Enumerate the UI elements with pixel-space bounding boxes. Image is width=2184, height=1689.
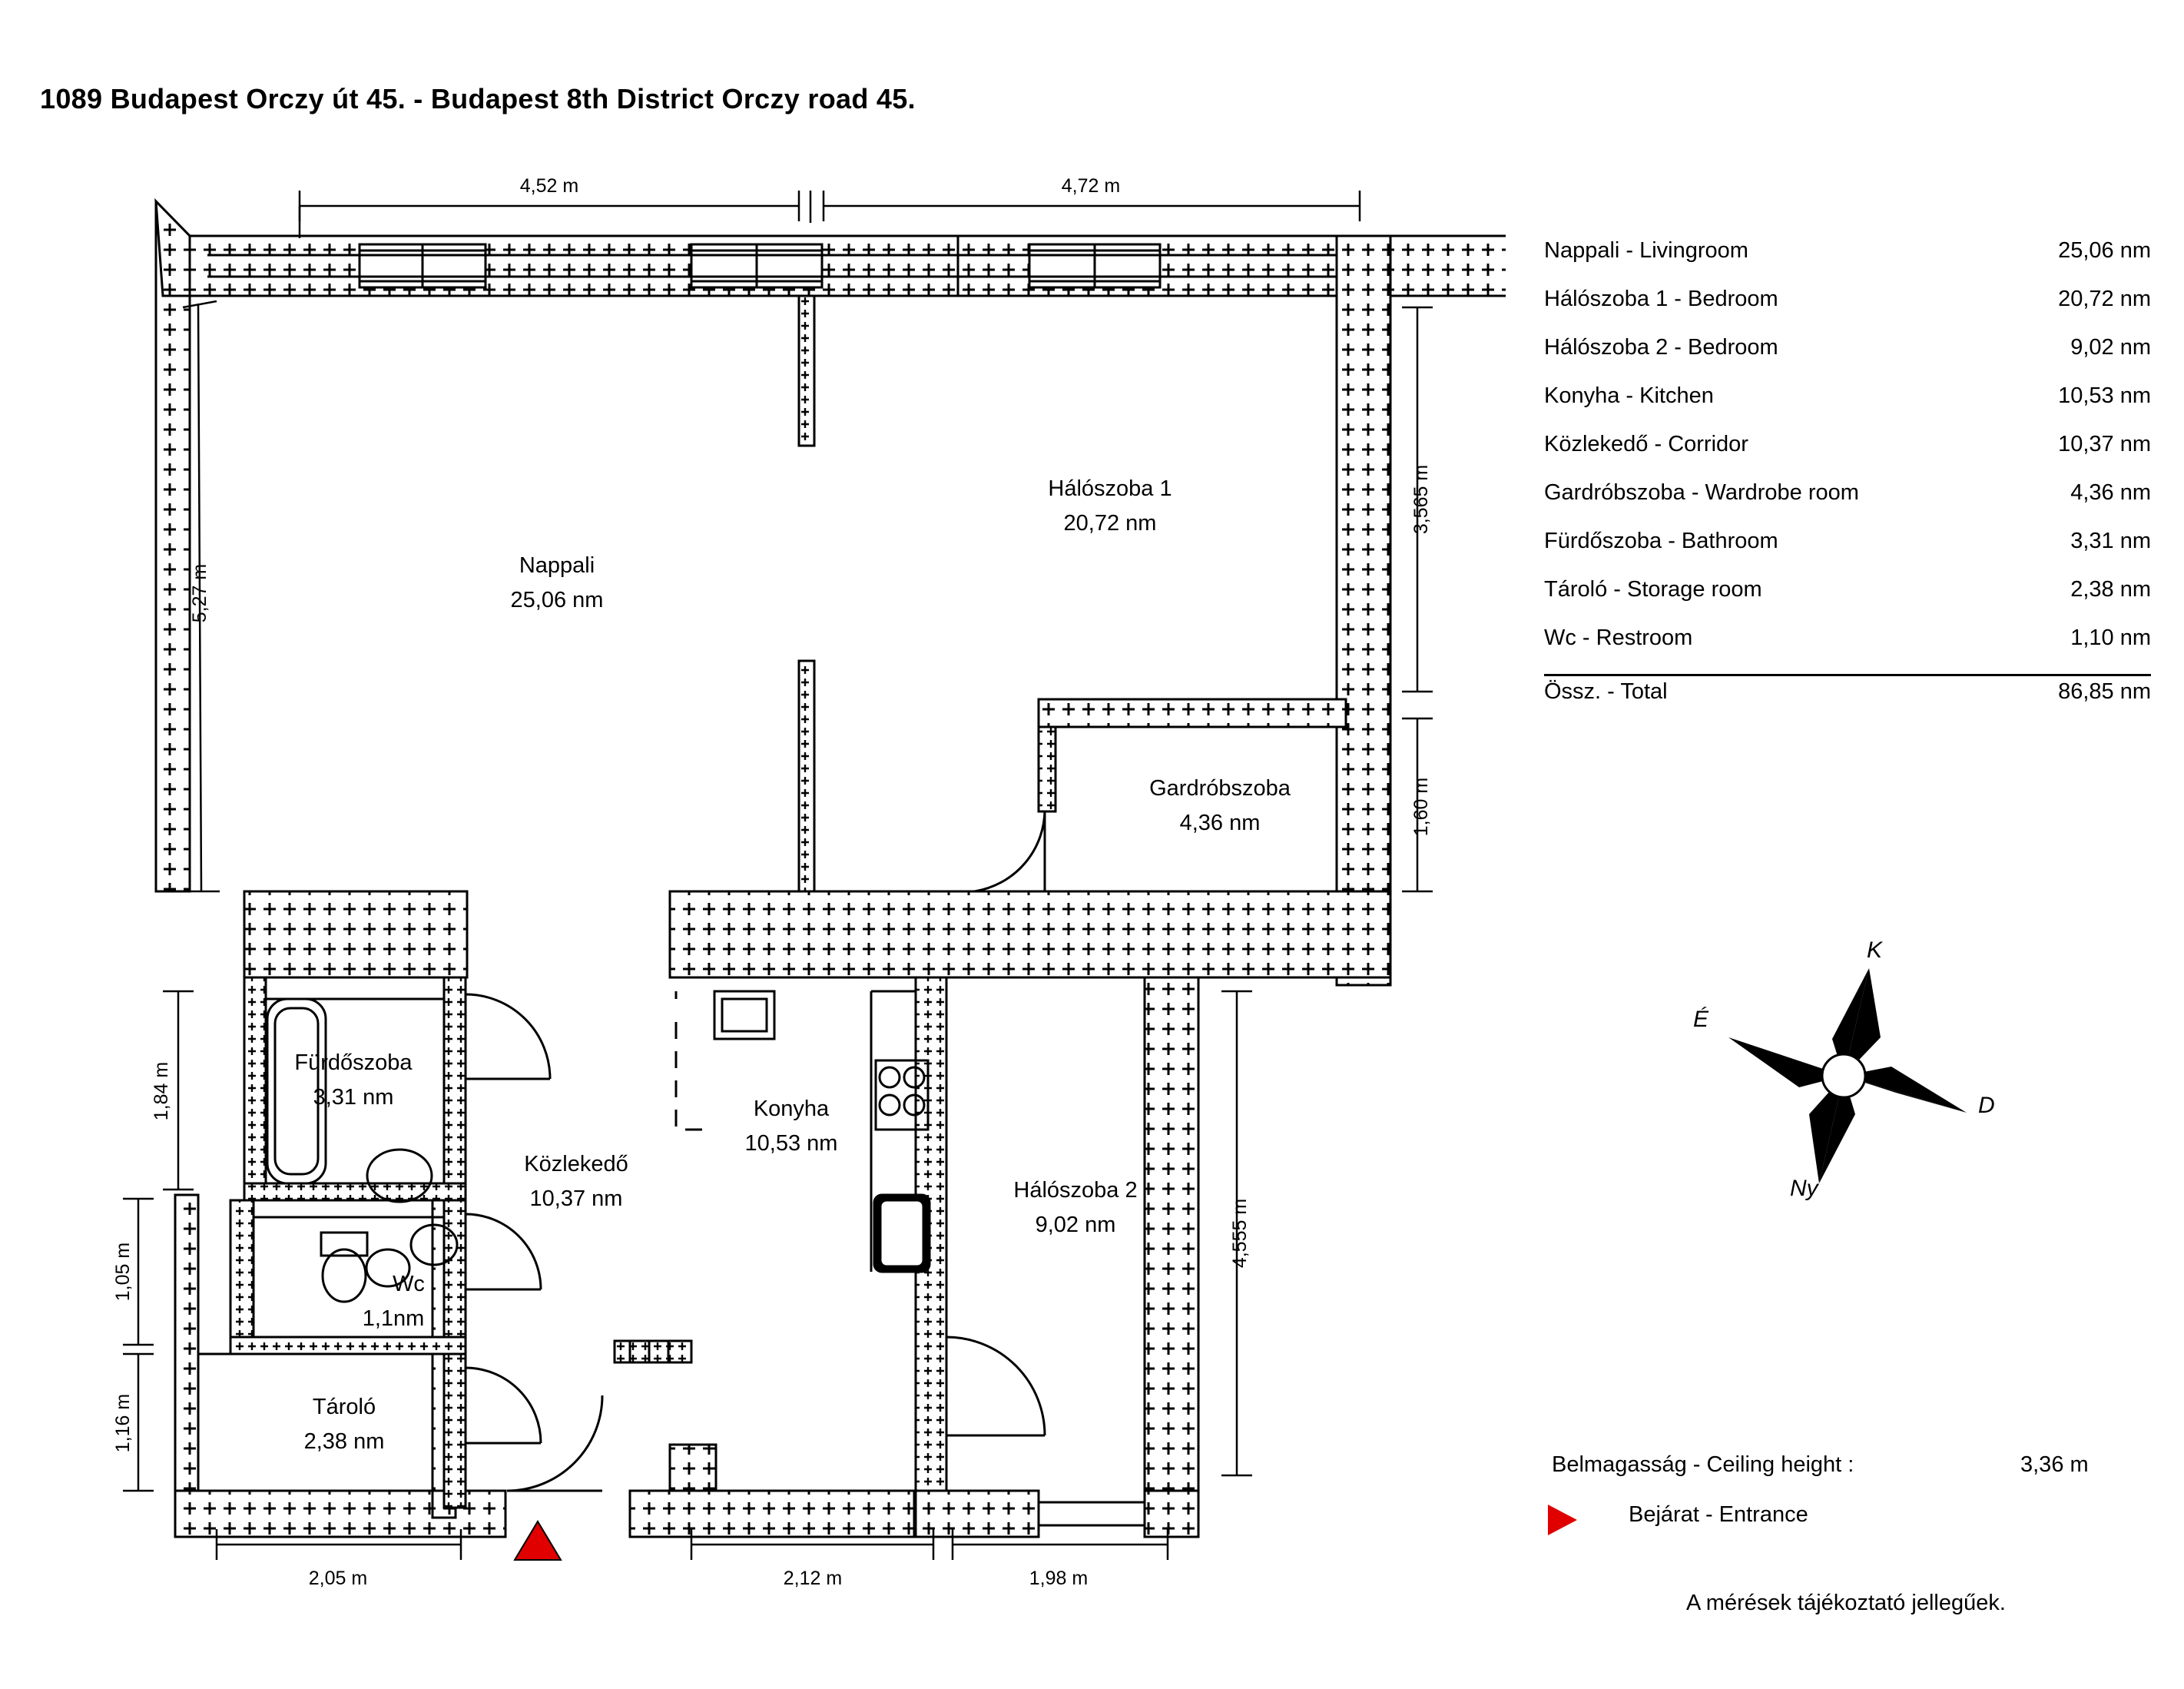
compass-rose bbox=[1682, 922, 2005, 1229]
legend-row-total bbox=[1544, 676, 2151, 728]
legend-row bbox=[1544, 238, 2151, 287]
legend-label: Tároló - Storage room bbox=[1544, 577, 1762, 602]
room-area-6: 9,02 nm bbox=[1035, 1213, 1116, 1237]
legend-label: Fürdőszoba - Bathroom bbox=[1544, 529, 1778, 553]
legend-row bbox=[1544, 529, 2151, 577]
dim-right-upper: 3,565 m bbox=[1410, 464, 1432, 535]
ceiling-height-value: 3,36 m bbox=[2020, 1452, 2089, 1477]
legend-value: 3,31 nm bbox=[2070, 529, 2151, 553]
dim-right-lower: 4,555 m bbox=[1229, 1198, 1251, 1269]
room-area-4: 10,37 nm bbox=[529, 1186, 623, 1211]
dimension-labels bbox=[112, 175, 1432, 1589]
legend-label: Nappali - Livingroom bbox=[1544, 238, 1748, 263]
page-title: 1089 Budapest Orczy út 45. - Budapest 8th District Orczy road 45. bbox=[40, 83, 916, 114]
legend-row bbox=[1544, 480, 2151, 529]
compass-label-north: K bbox=[1867, 937, 1883, 963]
entrance-legend-label: Bejárat - Entrance bbox=[1629, 1502, 1808, 1527]
room-name-7: Wc bbox=[393, 1272, 425, 1296]
dim-top-right: 4,72 m bbox=[1061, 175, 1121, 197]
legend-row bbox=[1544, 335, 2151, 383]
compass-label-east: D bbox=[1978, 1093, 1995, 1118]
dim-left-wc: 1,05 m bbox=[112, 1242, 134, 1302]
dim-right-mid: 1,60 m bbox=[1410, 777, 1432, 837]
room-area-3: 3,31 nm bbox=[313, 1085, 394, 1110]
room-area-7: 1,1nm bbox=[362, 1306, 425, 1331]
room-name-8: Tároló bbox=[312, 1395, 376, 1419]
room-name-4: Közlekedő bbox=[524, 1152, 628, 1176]
dim-bottom-left: 2,05 m bbox=[308, 1568, 368, 1589]
room-area-2: 4,36 nm bbox=[1179, 811, 1261, 835]
legend-label: Konyha - Kitchen bbox=[1544, 383, 1714, 408]
legend-value: 4,36 nm bbox=[2070, 480, 2151, 505]
legend-label: Hálószoba 1 - Bedroom bbox=[1544, 287, 1778, 311]
legend-label: Közlekedő - Corridor bbox=[1544, 432, 1748, 456]
legend-row bbox=[1544, 625, 2151, 676]
ceiling-height-label: Belmagasság - Ceiling height : bbox=[1552, 1452, 1854, 1477]
dim-left-main: 5,27 m bbox=[189, 563, 210, 623]
room-name-5: Konyha bbox=[753, 1097, 830, 1121]
legend-value: 25,06 nm bbox=[2058, 238, 2151, 263]
legend-row bbox=[1544, 383, 2151, 432]
room-area-1: 20,72 nm bbox=[1063, 511, 1157, 536]
legend-label: Wc - Restroom bbox=[1544, 625, 1693, 650]
legend-value: 20,72 nm bbox=[2058, 287, 2151, 311]
legend-value: 10,53 nm bbox=[2058, 383, 2151, 408]
dim-bottom-right: 1,98 m bbox=[1029, 1568, 1089, 1589]
legend-row bbox=[1544, 577, 2151, 625]
room-name-2: Gardróbszoba bbox=[1149, 776, 1291, 801]
room-name-6: Hálószoba 2 bbox=[1013, 1178, 1138, 1203]
legend-value: 9,02 nm bbox=[2070, 335, 2151, 360]
legend-label: Gardróbszoba - Wardrobe room bbox=[1544, 480, 1859, 505]
legend-value-total: 86,85 nm bbox=[2058, 679, 2151, 704]
room-area-5: 10,53 nm bbox=[744, 1131, 838, 1156]
room-area-8: 2,38 nm bbox=[303, 1429, 385, 1454]
room-name-3: Fürdőszoba bbox=[294, 1050, 413, 1075]
legend-value: 2,38 nm bbox=[2070, 577, 2151, 602]
dim-left-store: 1,16 m bbox=[112, 1393, 134, 1453]
area-legend-table bbox=[1544, 238, 2151, 728]
legend-label: Hálószoba 2 - Bedroom bbox=[1544, 335, 1778, 360]
dim-left-bath: 1,84 m bbox=[151, 1061, 172, 1121]
compass-label-south: Ny bbox=[1790, 1176, 1818, 1201]
legend-value: 1,10 nm bbox=[2070, 625, 2151, 650]
compass-icon bbox=[1682, 922, 2005, 1229]
entrance-triangle-icon bbox=[1548, 1505, 1577, 1535]
dim-top-left: 4,52 m bbox=[519, 175, 579, 197]
legend-row bbox=[1544, 287, 2151, 335]
dim-bottom-mid: 2,12 m bbox=[783, 1568, 843, 1589]
entrance-marker-icon bbox=[515, 1521, 561, 1560]
room-area-0: 25,06 nm bbox=[510, 588, 604, 612]
disclaimer-text: A mérések tájékoztató jellegűek. bbox=[1686, 1591, 2006, 1615]
room-name-1: Hálószoba 1 bbox=[1048, 476, 1172, 501]
legend-row bbox=[1544, 432, 2151, 480]
legend-label-total: Össz. - Total bbox=[1544, 679, 1668, 704]
compass-label-west: É bbox=[1693, 1007, 1709, 1032]
legend-value: 10,37 nm bbox=[2058, 432, 2151, 456]
room-name-0: Nappali bbox=[519, 553, 595, 578]
